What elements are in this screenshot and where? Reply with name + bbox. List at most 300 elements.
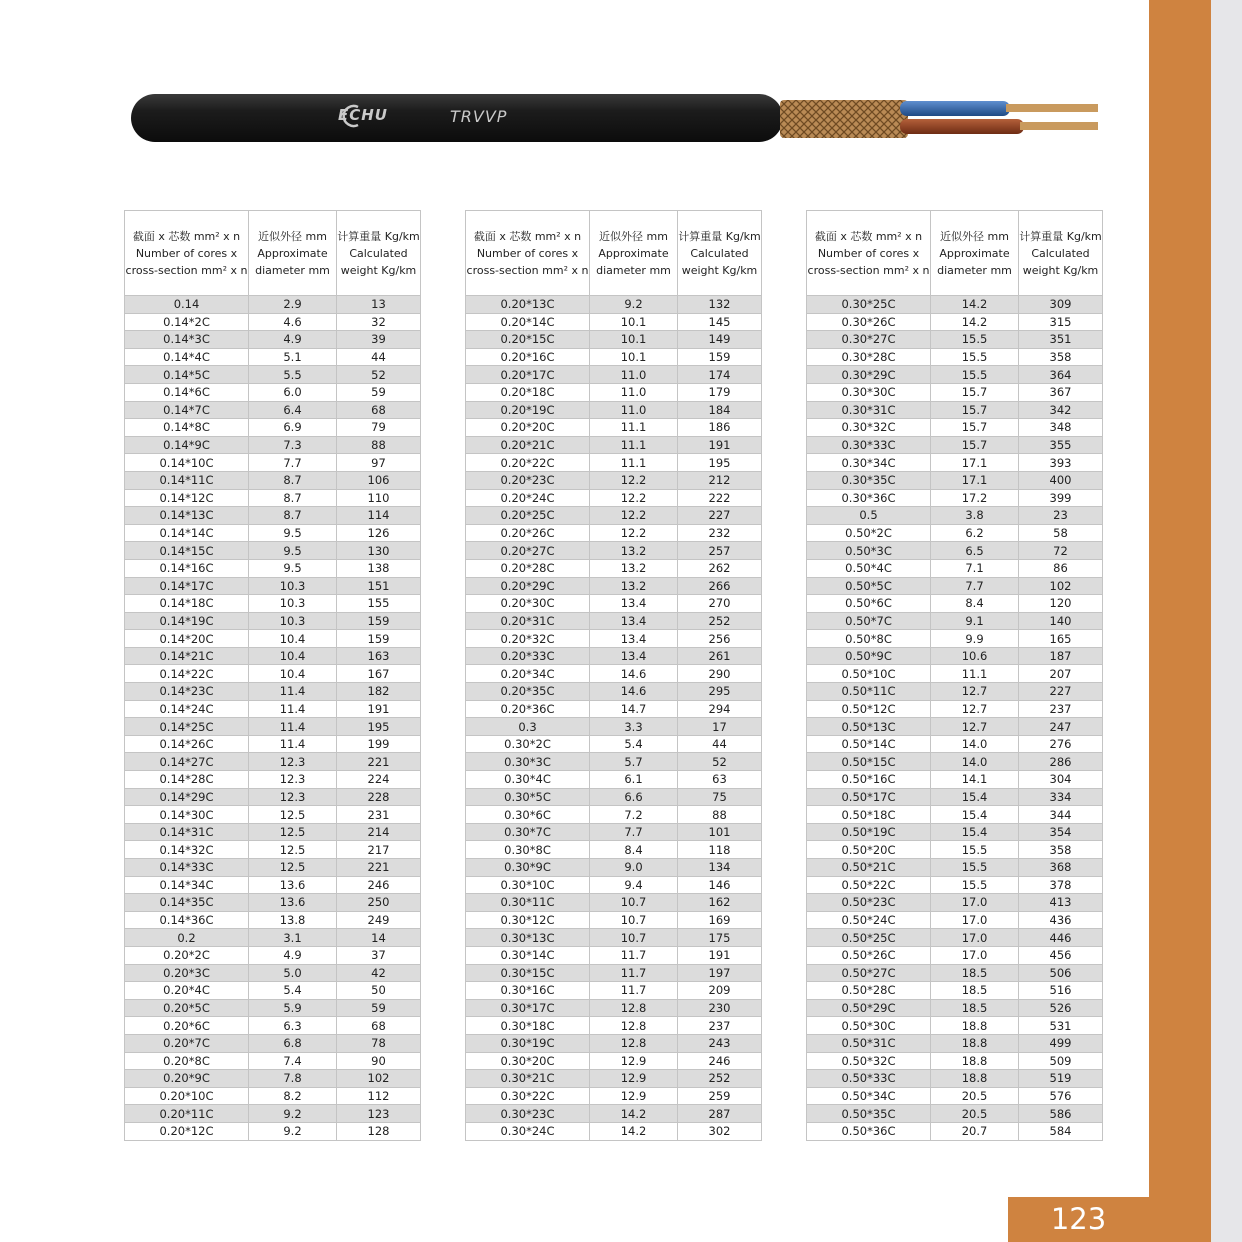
cell-weight: 315 bbox=[1019, 313, 1103, 331]
table-row bbox=[125, 471, 421, 489]
cell-weight: 367 bbox=[1019, 383, 1103, 401]
cell-diameter: 7.7 bbox=[249, 454, 337, 472]
cell-diameter: 12.5 bbox=[249, 823, 337, 841]
cell-cross-section: 0.50*7C bbox=[807, 612, 931, 630]
cell-diameter: 14.6 bbox=[590, 683, 678, 701]
cell-cross-section: 0.20*2C bbox=[125, 946, 249, 964]
cell-cross-section: 0.14*12C bbox=[125, 489, 249, 507]
cell-diameter: 8.4 bbox=[931, 595, 1019, 613]
cell-diameter: 12.2 bbox=[590, 507, 678, 525]
cell-weight: 72 bbox=[1019, 542, 1103, 560]
table-row bbox=[807, 683, 1103, 701]
cell-diameter: 9.4 bbox=[590, 876, 678, 894]
cell-weight: 342 bbox=[1019, 401, 1103, 419]
cell-cross-section: 0.3 bbox=[466, 718, 590, 736]
table-row bbox=[466, 1070, 762, 1088]
cell-cross-section: 0.50*15C bbox=[807, 753, 931, 771]
cell-cross-section: 0.14*14C bbox=[125, 524, 249, 542]
table-row bbox=[466, 753, 762, 771]
table-row bbox=[807, 559, 1103, 577]
cell-weight: 509 bbox=[1019, 1052, 1103, 1070]
cell-weight: 400 bbox=[1019, 471, 1103, 489]
table-row bbox=[125, 700, 421, 718]
table-row bbox=[466, 577, 762, 595]
cell-weight: 79 bbox=[337, 419, 421, 437]
spec-table-3 bbox=[806, 210, 1103, 1141]
cell-cross-section: 0.20*17C bbox=[466, 366, 590, 384]
cell-diameter: 15.7 bbox=[931, 401, 1019, 419]
cell-weight: 102 bbox=[1019, 577, 1103, 595]
cell-diameter: 2.9 bbox=[249, 296, 337, 314]
cell-weight: 42 bbox=[337, 964, 421, 982]
cell-diameter: 7.2 bbox=[590, 806, 678, 824]
cell-diameter: 11.4 bbox=[249, 700, 337, 718]
cell-cross-section: 0.30*7C bbox=[466, 823, 590, 841]
table-row bbox=[807, 859, 1103, 877]
cell-diameter: 9.9 bbox=[931, 630, 1019, 648]
cell-diameter: 12.7 bbox=[931, 700, 1019, 718]
cell-diameter: 15.7 bbox=[931, 436, 1019, 454]
table-row bbox=[125, 559, 421, 577]
cell-weight: 354 bbox=[1019, 823, 1103, 841]
cell-weight: 187 bbox=[1019, 647, 1103, 665]
cell-cross-section: 0.20*21C bbox=[466, 436, 590, 454]
table-row bbox=[807, 489, 1103, 507]
cell-diameter: 10.3 bbox=[249, 577, 337, 595]
table-row bbox=[466, 296, 762, 314]
table-row bbox=[807, 471, 1103, 489]
cell-cross-section: 0.14*7C bbox=[125, 401, 249, 419]
cell-cross-section: 0.50*9C bbox=[807, 647, 931, 665]
cell-weight: 446 bbox=[1019, 929, 1103, 947]
table-row bbox=[807, 524, 1103, 542]
table-row bbox=[125, 859, 421, 877]
cell-cross-section: 0.14*18C bbox=[125, 595, 249, 613]
table-row bbox=[125, 788, 421, 806]
cell-weight: 52 bbox=[678, 753, 762, 771]
cell-cross-section: 0.50*12C bbox=[807, 700, 931, 718]
cell-cross-section: 0.50*34C bbox=[807, 1087, 931, 1105]
cell-weight: 250 bbox=[337, 894, 421, 912]
cell-cross-section: 0.20*35C bbox=[466, 683, 590, 701]
cell-cross-section: 0.50*25C bbox=[807, 929, 931, 947]
cell-cross-section: 0.20*11C bbox=[125, 1105, 249, 1123]
cell-diameter: 13.2 bbox=[590, 542, 678, 560]
table-row bbox=[466, 1052, 762, 1070]
cell-cross-section: 0.50*20C bbox=[807, 841, 931, 859]
table-row bbox=[466, 841, 762, 859]
table-row bbox=[807, 542, 1103, 560]
cell-cross-section: 0.30*16C bbox=[466, 982, 590, 1000]
cell-weight: 344 bbox=[1019, 806, 1103, 824]
cell-cross-section: 0.50*10C bbox=[807, 665, 931, 683]
cable-brown-core bbox=[900, 119, 1024, 134]
cell-diameter: 8.4 bbox=[590, 841, 678, 859]
cell-diameter: 8.7 bbox=[249, 507, 337, 525]
table-row bbox=[466, 313, 762, 331]
cell-diameter: 11.4 bbox=[249, 735, 337, 753]
cell-weight: 162 bbox=[678, 894, 762, 912]
cell-weight: 195 bbox=[678, 454, 762, 472]
cell-diameter: 14.0 bbox=[931, 735, 1019, 753]
cell-cross-section: 0.14*19C bbox=[125, 612, 249, 630]
table-row bbox=[807, 665, 1103, 683]
cell-diameter: 17.1 bbox=[931, 454, 1019, 472]
cell-cross-section: 0.14*30C bbox=[125, 806, 249, 824]
cell-weight: 237 bbox=[1019, 700, 1103, 718]
cell-diameter: 15.5 bbox=[931, 348, 1019, 366]
table-row bbox=[466, 718, 762, 736]
cell-weight: 209 bbox=[678, 982, 762, 1000]
table-row bbox=[807, 383, 1103, 401]
table-row bbox=[466, 964, 762, 982]
table-row bbox=[125, 630, 421, 648]
table-row bbox=[807, 876, 1103, 894]
cell-cross-section: 0.50*33C bbox=[807, 1070, 931, 1088]
cell-diameter: 13.6 bbox=[249, 894, 337, 912]
cell-weight: 516 bbox=[1019, 982, 1103, 1000]
cell-cross-section: 0.30*17C bbox=[466, 999, 590, 1017]
cell-diameter: 10.7 bbox=[590, 894, 678, 912]
table-row bbox=[466, 1122, 762, 1140]
table-row bbox=[125, 1017, 421, 1035]
cell-cross-section: 0.20*23C bbox=[466, 471, 590, 489]
cell-diameter: 9.5 bbox=[249, 559, 337, 577]
cell-weight: 287 bbox=[678, 1105, 762, 1123]
table-row bbox=[125, 806, 421, 824]
cell-weight: 348 bbox=[1019, 419, 1103, 437]
cell-cross-section: 0.50*4C bbox=[807, 559, 931, 577]
cell-diameter: 14.0 bbox=[931, 753, 1019, 771]
cell-cross-section: 0.30*10C bbox=[466, 876, 590, 894]
cell-diameter: 15.5 bbox=[931, 366, 1019, 384]
cell-cross-section: 0.20*4C bbox=[125, 982, 249, 1000]
cell-weight: 118 bbox=[678, 841, 762, 859]
cell-weight: 97 bbox=[337, 454, 421, 472]
cell-weight: 249 bbox=[337, 911, 421, 929]
cell-diameter: 4.9 bbox=[249, 946, 337, 964]
cell-diameter: 9.1 bbox=[931, 612, 1019, 630]
cell-weight: 252 bbox=[678, 1070, 762, 1088]
cell-cross-section: 0.20*32C bbox=[466, 630, 590, 648]
header-cross-section: 截面 x 芯数 mm² x n Number of cores x cross-section mm² x n bbox=[125, 211, 249, 296]
cell-diameter: 13.4 bbox=[590, 612, 678, 630]
cell-cross-section: 0.14*9C bbox=[125, 436, 249, 454]
cell-diameter: 10.1 bbox=[590, 313, 678, 331]
cell-cross-section: 0.30*25C bbox=[807, 296, 931, 314]
cell-weight: 184 bbox=[678, 401, 762, 419]
cell-cross-section: 0.30*21C bbox=[466, 1070, 590, 1088]
cell-cross-section: 0.50*30C bbox=[807, 1017, 931, 1035]
table-row bbox=[466, 1017, 762, 1035]
cell-diameter: 10.6 bbox=[931, 647, 1019, 665]
table-row bbox=[125, 647, 421, 665]
cell-cross-section: 0.30*20C bbox=[466, 1052, 590, 1070]
cell-diameter: 4.9 bbox=[249, 331, 337, 349]
cell-cross-section: 0.14*3C bbox=[125, 331, 249, 349]
table-row bbox=[125, 753, 421, 771]
cell-weight: 106 bbox=[337, 471, 421, 489]
table-row bbox=[466, 1087, 762, 1105]
cell-diameter: 14.2 bbox=[590, 1122, 678, 1140]
cell-diameter: 6.6 bbox=[590, 788, 678, 806]
table-row bbox=[125, 876, 421, 894]
cell-weight: 584 bbox=[1019, 1122, 1103, 1140]
table-row bbox=[807, 419, 1103, 437]
cell-diameter: 14.6 bbox=[590, 665, 678, 683]
cell-weight: 102 bbox=[337, 1070, 421, 1088]
cell-weight: 231 bbox=[337, 806, 421, 824]
cell-diameter: 13.6 bbox=[249, 876, 337, 894]
cell-cross-section: 0.20*8C bbox=[125, 1052, 249, 1070]
table-row bbox=[807, 296, 1103, 314]
cell-diameter: 18.5 bbox=[931, 999, 1019, 1017]
header-cross-section: 截面 x 芯数 mm² x n Number of cores x cross-section mm² x n bbox=[466, 211, 590, 296]
cell-cross-section: 0.30*34C bbox=[807, 454, 931, 472]
cell-weight: 112 bbox=[337, 1087, 421, 1105]
cell-diameter: 8.7 bbox=[249, 471, 337, 489]
cell-weight: 32 bbox=[337, 313, 421, 331]
cell-cross-section: 0.50*29C bbox=[807, 999, 931, 1017]
table-row bbox=[466, 507, 762, 525]
table-row bbox=[125, 419, 421, 437]
header-diameter: 近似外径 mm Approximate diameter mm bbox=[249, 211, 337, 296]
cell-cross-section: 0.14*28C bbox=[125, 771, 249, 789]
cable-illustration bbox=[0, 0, 1140, 170]
cell-diameter: 12.8 bbox=[590, 1034, 678, 1052]
cell-diameter: 9.5 bbox=[249, 524, 337, 542]
table-row bbox=[807, 894, 1103, 912]
cell-diameter: 15.4 bbox=[931, 788, 1019, 806]
table-row bbox=[466, 348, 762, 366]
table-row bbox=[125, 1070, 421, 1088]
cell-weight: 586 bbox=[1019, 1105, 1103, 1123]
table-row bbox=[466, 454, 762, 472]
cell-weight: 224 bbox=[337, 771, 421, 789]
cell-cross-section: 0.30*18C bbox=[466, 1017, 590, 1035]
cell-weight: 52 bbox=[337, 366, 421, 384]
cell-weight: 378 bbox=[1019, 876, 1103, 894]
cell-cross-section: 0.50*32C bbox=[807, 1052, 931, 1070]
table-row bbox=[807, 1087, 1103, 1105]
table-row bbox=[807, 964, 1103, 982]
cell-cross-section: 0.20*27C bbox=[466, 542, 590, 560]
cell-diameter: 17.0 bbox=[931, 911, 1019, 929]
cell-cross-section: 0.20*15C bbox=[466, 331, 590, 349]
cell-cross-section: 0.20*5C bbox=[125, 999, 249, 1017]
cell-cross-section: 0.14*2C bbox=[125, 313, 249, 331]
cell-cross-section: 0.14*8C bbox=[125, 419, 249, 437]
cell-cross-section: 0.20*30C bbox=[466, 595, 590, 613]
cell-diameter: 11.7 bbox=[590, 982, 678, 1000]
cell-weight: 576 bbox=[1019, 1087, 1103, 1105]
cell-diameter: 20.7 bbox=[931, 1122, 1019, 1140]
cell-weight: 413 bbox=[1019, 894, 1103, 912]
side-shade-strip bbox=[1211, 0, 1242, 1242]
cell-weight: 286 bbox=[1019, 753, 1103, 771]
cell-cross-section: 0.14*36C bbox=[125, 911, 249, 929]
cell-cross-section: 0.20*34C bbox=[466, 665, 590, 683]
cell-diameter: 12.7 bbox=[931, 683, 1019, 701]
cell-weight: 167 bbox=[337, 665, 421, 683]
cell-weight: 259 bbox=[678, 1087, 762, 1105]
table-row bbox=[807, 1070, 1103, 1088]
cell-cross-section: 0.30*28C bbox=[807, 348, 931, 366]
cell-weight: 355 bbox=[1019, 436, 1103, 454]
cell-diameter: 14.2 bbox=[931, 296, 1019, 314]
table-row bbox=[807, 454, 1103, 472]
cell-cross-section: 0.50*23C bbox=[807, 894, 931, 912]
table-row bbox=[125, 841, 421, 859]
table-row bbox=[125, 1122, 421, 1140]
table-row bbox=[125, 401, 421, 419]
table-row bbox=[466, 894, 762, 912]
cell-diameter: 13.2 bbox=[590, 577, 678, 595]
spec-table-1 bbox=[124, 210, 421, 1141]
cell-weight: 39 bbox=[337, 331, 421, 349]
cell-cross-section: 0.20*6C bbox=[125, 1017, 249, 1035]
cell-weight: 197 bbox=[678, 964, 762, 982]
cell-cross-section: 0.14*33C bbox=[125, 859, 249, 877]
cell-weight: 169 bbox=[678, 911, 762, 929]
cell-weight: 334 bbox=[1019, 788, 1103, 806]
cell-cross-section: 0.50*19C bbox=[807, 823, 931, 841]
cell-weight: 214 bbox=[337, 823, 421, 841]
side-accent-bar bbox=[1149, 0, 1211, 1242]
cell-weight: 120 bbox=[1019, 595, 1103, 613]
cell-cross-section: 0.14*6C bbox=[125, 383, 249, 401]
cell-diameter: 17.0 bbox=[931, 894, 1019, 912]
cell-weight: 14 bbox=[337, 929, 421, 947]
cell-diameter: 6.4 bbox=[249, 401, 337, 419]
cell-diameter: 12.5 bbox=[249, 841, 337, 859]
cell-diameter: 18.8 bbox=[931, 1052, 1019, 1070]
cell-diameter: 6.2 bbox=[931, 524, 1019, 542]
table-row bbox=[807, 436, 1103, 454]
table-row bbox=[807, 929, 1103, 947]
cell-diameter: 6.3 bbox=[249, 1017, 337, 1035]
table-row bbox=[466, 946, 762, 964]
cell-cross-section: 0.30*5C bbox=[466, 788, 590, 806]
cell-weight: 506 bbox=[1019, 964, 1103, 982]
cell-cross-section: 0.20*16C bbox=[466, 348, 590, 366]
cell-cross-section: 0.50*27C bbox=[807, 964, 931, 982]
table-row bbox=[125, 946, 421, 964]
table-row bbox=[807, 911, 1103, 929]
cell-weight: 243 bbox=[678, 1034, 762, 1052]
cell-cross-section: 0.30*29C bbox=[807, 366, 931, 384]
cell-weight: 90 bbox=[337, 1052, 421, 1070]
cell-diameter: 12.2 bbox=[590, 489, 678, 507]
cell-diameter: 15.7 bbox=[931, 419, 1019, 437]
cell-cross-section: 0.30*30C bbox=[807, 383, 931, 401]
cell-diameter: 8.2 bbox=[249, 1087, 337, 1105]
cell-cross-section: 0.50*11C bbox=[807, 683, 931, 701]
table-row bbox=[466, 665, 762, 683]
cell-diameter: 5.7 bbox=[590, 753, 678, 771]
cell-diameter: 9.2 bbox=[590, 296, 678, 314]
cell-diameter: 9.2 bbox=[249, 1105, 337, 1123]
header-weight: 计算重量 Kg/km Calculated weight Kg/km bbox=[337, 211, 421, 296]
cell-cross-section: 0.30*11C bbox=[466, 894, 590, 912]
cell-cross-section: 0.50*5C bbox=[807, 577, 931, 595]
table-row bbox=[125, 612, 421, 630]
cell-diameter: 10.1 bbox=[590, 348, 678, 366]
cell-diameter: 11.0 bbox=[590, 401, 678, 419]
cell-weight: 23 bbox=[1019, 507, 1103, 525]
cell-diameter: 14.7 bbox=[590, 700, 678, 718]
cell-weight: 212 bbox=[678, 471, 762, 489]
cell-cross-section: 0.20*25C bbox=[466, 507, 590, 525]
cell-weight: 126 bbox=[337, 524, 421, 542]
cell-cross-section: 0.30*33C bbox=[807, 436, 931, 454]
cell-cross-section: 0.50*6C bbox=[807, 595, 931, 613]
cell-diameter: 15.7 bbox=[931, 383, 1019, 401]
cell-weight: 59 bbox=[337, 999, 421, 1017]
cell-diameter: 10.1 bbox=[590, 331, 678, 349]
cell-cross-section: 0.14 bbox=[125, 296, 249, 314]
cell-cross-section: 0.50*13C bbox=[807, 718, 931, 736]
table-row bbox=[125, 595, 421, 613]
table-row bbox=[466, 982, 762, 1000]
table-row bbox=[125, 313, 421, 331]
cell-weight: 257 bbox=[678, 542, 762, 560]
table-row bbox=[125, 929, 421, 947]
cell-diameter: 18.8 bbox=[931, 1034, 1019, 1052]
cell-cross-section: 0.2 bbox=[125, 929, 249, 947]
table-row bbox=[466, 735, 762, 753]
cell-diameter: 20.5 bbox=[931, 1105, 1019, 1123]
cell-weight: 302 bbox=[678, 1122, 762, 1140]
cell-cross-section: 0.14*20C bbox=[125, 630, 249, 648]
cell-diameter: 6.9 bbox=[249, 419, 337, 437]
cell-diameter: 12.5 bbox=[249, 806, 337, 824]
cell-diameter: 18.5 bbox=[931, 982, 1019, 1000]
table-row bbox=[466, 859, 762, 877]
cell-cross-section: 0.30*14C bbox=[466, 946, 590, 964]
table-row bbox=[807, 1034, 1103, 1052]
cell-diameter: 7.7 bbox=[590, 823, 678, 841]
cell-weight: 531 bbox=[1019, 1017, 1103, 1035]
table-row bbox=[466, 683, 762, 701]
cell-cross-section: 0.30*4C bbox=[466, 771, 590, 789]
table-row bbox=[466, 929, 762, 947]
table-row bbox=[807, 1105, 1103, 1123]
cell-cross-section: 0.50*21C bbox=[807, 859, 931, 877]
cell-weight: 128 bbox=[337, 1122, 421, 1140]
table-row bbox=[466, 383, 762, 401]
cell-weight: 237 bbox=[678, 1017, 762, 1035]
cell-weight: 44 bbox=[678, 735, 762, 753]
cell-cross-section: 0.14*17C bbox=[125, 577, 249, 595]
table-row bbox=[466, 911, 762, 929]
cell-weight: 159 bbox=[337, 612, 421, 630]
cell-weight: 140 bbox=[1019, 612, 1103, 630]
cell-weight: 146 bbox=[678, 876, 762, 894]
cell-weight: 252 bbox=[678, 612, 762, 630]
header-diameter: 近似外径 mm Approximate diameter mm bbox=[590, 211, 678, 296]
cell-weight: 175 bbox=[678, 929, 762, 947]
table-row bbox=[466, 806, 762, 824]
cell-cross-section: 0.50*18C bbox=[807, 806, 931, 824]
table-row bbox=[125, 718, 421, 736]
cell-cross-section: 0.50*3C bbox=[807, 542, 931, 560]
cell-cross-section: 0.50*16C bbox=[807, 771, 931, 789]
cell-diameter: 11.1 bbox=[590, 436, 678, 454]
cell-diameter: 9.2 bbox=[249, 1122, 337, 1140]
cell-diameter: 20.5 bbox=[931, 1087, 1019, 1105]
cell-cross-section: 0.30*36C bbox=[807, 489, 931, 507]
